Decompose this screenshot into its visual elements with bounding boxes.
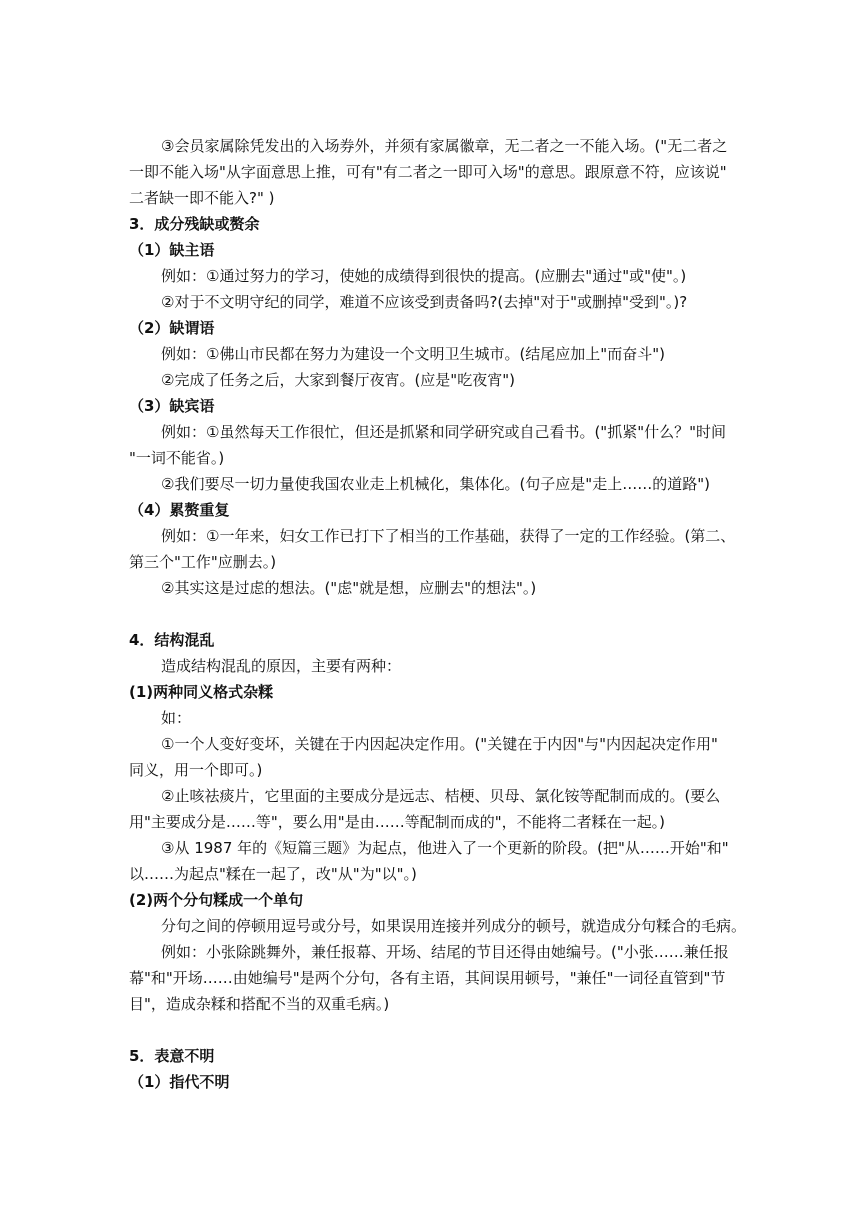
paragraph-line: 目"，造成杂糅和搭配不当的双重毛病。) (129, 995, 390, 1013)
paragraph-line: 分句之间的停顿用逗号或分号，如果误用连接并列成分的顿号，就造成分句糅合的毛病。 (161, 917, 747, 935)
paragraph-line: 用"主要成分是……等"，要么用"是由……等配制而成的"，不能将二者糅在一起。) (129, 813, 665, 831)
paragraph-line: ③从 1987 年的《短篇三题》为起点，他进入了一个更新的阶段。(把"从……开始"和" (161, 839, 729, 857)
paragraph-line: 第三个"工作"应删去。) (129, 553, 277, 571)
subsection-heading: (2)两个分句糅成一个单句 (129, 891, 304, 909)
subsection-heading: （4）累赘重复 (129, 501, 230, 519)
paragraph-line: 例如：①一年来，妇女工作已打下了相当的工作基础，获得了一定的工作经验。(第二、 (161, 527, 736, 545)
paragraph-line: ③会员家属除凭发出的入场券外，并须有家属徽章，无二者之一不能入场。("无二者之 (161, 137, 728, 155)
section-heading: 4．结构混乱 (129, 631, 215, 649)
subsection-heading: (1)两种同义格式杂糅 (129, 683, 274, 701)
subsection-heading: （3）缺宾语 (129, 397, 215, 415)
subsection-heading: （1）缺主语 (129, 241, 215, 259)
paragraph-line: 例如：小张除跳舞外，兼任报幕、开场、结尾的节目还得由她编号。("小张……兼任报 (161, 943, 729, 961)
paragraph-line: ②我们要尽一切力量使我国农业走上机械化，集体化。(句子应是"走上……的道路") (161, 475, 710, 493)
paragraph-line: 一即不能入场"从字面意思上推，可有"有二者之一即可入场"的意思。跟原意不符，应该说" (129, 163, 727, 181)
paragraph-line: 例如：①佛山市民都在努力为建设一个文明卫生城市。(结尾应加上"而奋斗") (161, 345, 665, 363)
paragraph-line: 如： (161, 709, 192, 727)
paragraph-line: ②完成了任务之后，大家到餐厅夜宵。(应是"吃夜宵") (161, 371, 515, 389)
paragraph-line: ②其实这是过虑的想法。("虑"就是想，应删去"的想法"。) (161, 579, 537, 597)
paragraph-line: 例如：①通过努力的学习，使她的成绩得到很快的提高。(应删去"通过"或"使"。) (161, 267, 687, 285)
paragraph-line: 以……为起点"糅在一起了，改"从"为"以"。) (129, 865, 417, 883)
paragraph-line: 同义，用一个即可。) (129, 761, 263, 779)
section-heading: 3．成分残缺或赘余 (129, 215, 260, 233)
paragraph-line: 例如：①虽然每天工作很忙，但还是抓紧和同学研究或自己看书。("抓紧"什么？"时间 (161, 423, 727, 441)
paragraph-line: 造成结构混乱的原因，主要有两种： (161, 657, 402, 675)
paragraph-line: ②止咳祛痰片，它里面的主要成分是远志、桔梗、贝母、氯化铵等配制而成的。(要么 (161, 787, 721, 805)
paragraph-line: ②对于不文明守纪的同学，难道不应该受到责备吗?(去掉"对于"或删掉"受到"。)? (161, 293, 688, 311)
section-heading: 5．表意不明 (129, 1047, 215, 1065)
paragraph-line: "一词不能省。) (129, 449, 225, 467)
subsection-heading: （1）指代不明 (129, 1073, 230, 1091)
paragraph-line: 幕"和"开场……由她编号"是两个分句，各有主语，其间误用顿号，"兼任"一词径直管到"节 (129, 969, 726, 987)
paragraph-line: 二者缺一即不能入?" ) (129, 189, 275, 207)
subsection-heading: （2）缺谓语 (129, 319, 215, 337)
paragraph-line: ①一个人变好变坏，关键在于内因起决定作用。("关键在于内因"与"内因起决定作用" (161, 735, 718, 753)
